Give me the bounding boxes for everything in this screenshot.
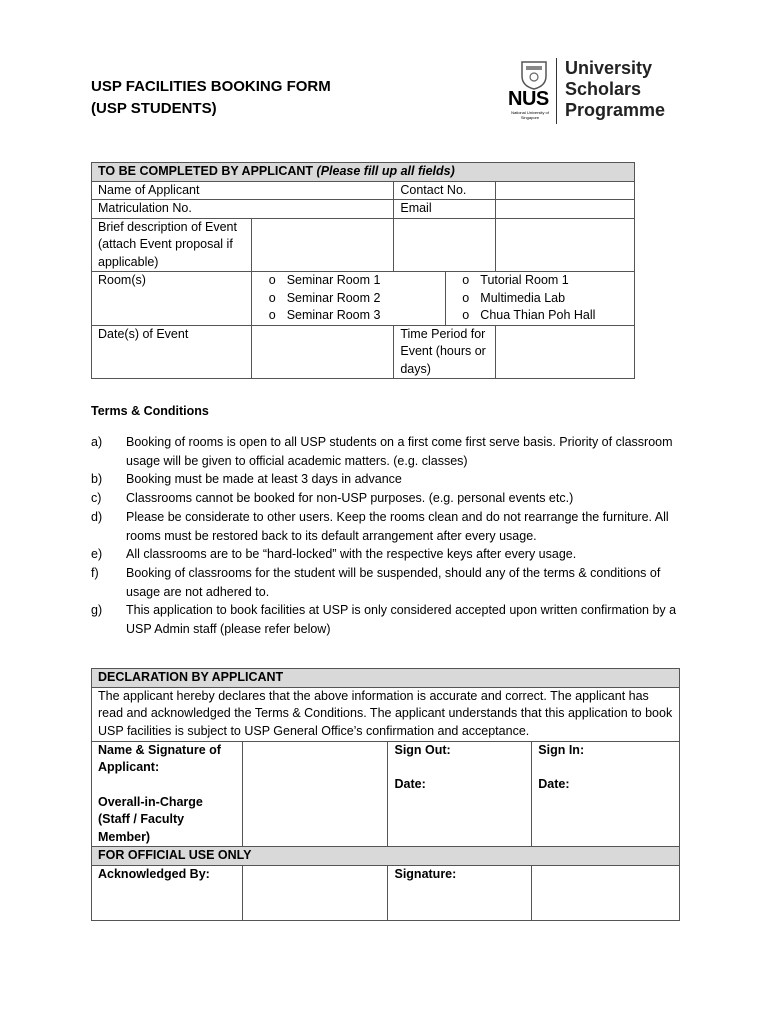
- usp-wordmark: [565, 58, 665, 121]
- list-item: a) Booking of rooms is open to all USP students on a first come first serve basis. Priority of classroom usage will be given to official academic matters. (e.g. classes): [91, 435, 673, 468]
- form-title-line1: USP FACILITIES BOOKING FORM: [91, 78, 331, 95]
- signature-input[interactable]: [532, 865, 680, 920]
- form-title: [91, 76, 331, 120]
- matric-label: Matriculation No.: [92, 200, 394, 219]
- usp-line2: Scholars: [565, 79, 642, 99]
- nus-wordmark: NUS: [508, 88, 549, 110]
- dates-input[interactable]: [251, 325, 394, 379]
- dates-label: Date(s) of Event: [92, 325, 252, 379]
- room-option[interactable]: [462, 272, 628, 290]
- applicant-signature-input[interactable]: [242, 741, 388, 847]
- option-bullet-icon: o: [462, 290, 470, 305]
- form-title-line2: (USP STUDENTS): [91, 100, 217, 117]
- option-bullet-icon: o: [268, 308, 276, 322]
- list-item: g) This application to book facilities at USP is only considered accepted upon written confirmation by a USP Admin staff (please refer below): [91, 603, 677, 637]
- acknowledged-label: Acknowledged By:: [92, 865, 243, 920]
- room-option-label: Tutorial Room 1: [480, 273, 569, 287]
- room-option-label: Seminar Room 1: [286, 273, 381, 287]
- option-bullet-icon: o: [462, 308, 470, 322]
- rooms-left-options: [251, 272, 446, 326]
- sign-in-cell[interactable]: [532, 741, 680, 847]
- time-label: Time Period for Event (hours or days): [394, 325, 496, 379]
- applicant-signature-label: Name & Signature of Applicant: Overall-in-Charge (Staff / Faculty Member): [92, 741, 243, 847]
- option-bullet-icon: o: [268, 273, 276, 287]
- room-option-label: Multimedia Lab: [480, 290, 566, 305]
- declaration-text: The applicant hereby declares that the above information is accurate and correct. The applicant has read and acknowledged the Terms & Conditions. The applicant understands that this application to book USP facilities is subject to USP General Office’s confirmation and acceptance.: [92, 687, 680, 741]
- room-option[interactable]: [269, 272, 440, 290]
- contact-input[interactable]: [496, 181, 635, 200]
- nus-crest-icon: [518, 60, 550, 90]
- list-item: b) Booking must be made at least 3 days in advance: [91, 472, 402, 487]
- signature-label: Signature:: [388, 865, 532, 920]
- room-option-label: Seminar Room 3: [286, 308, 381, 322]
- time-input[interactable]: [496, 325, 635, 379]
- description-label: Brief description of Event (attach Event proposal if applicable): [92, 218, 252, 272]
- sign-in-label: Sign In:: [538, 742, 585, 757]
- contact-label: Contact No.: [394, 181, 496, 200]
- sign-out-date-label: Date:: [394, 777, 426, 791]
- description-input[interactable]: [251, 218, 394, 272]
- email-label: Email: [394, 200, 496, 219]
- list-item: f) Booking of classrooms for the student will be suspended, should any of the terms & conditions of usage are not adhered to.: [91, 565, 661, 599]
- sign-out-cell[interactable]: [388, 741, 532, 847]
- rooms-right-options: [446, 272, 635, 326]
- list-item: e) All classrooms are to be “hard-locked” with the respective keys after every usage.: [91, 547, 577, 562]
- usp-line3: Programme: [565, 100, 666, 120]
- terms-list: [91, 433, 681, 639]
- applicant-header-note: (Please fill up all fields): [316, 164, 455, 178]
- applicant-header: [92, 163, 635, 182]
- sign-in-date-label: Date:: [538, 777, 570, 791]
- room-option[interactable]: [269, 307, 440, 325]
- official-use-header: FOR OFFICIAL USE ONLY: [92, 847, 680, 866]
- room-option[interactable]: [269, 290, 440, 308]
- room-option[interactable]: [462, 290, 628, 308]
- logo-divider: [556, 58, 557, 124]
- list-item: c) Classrooms cannot be booked for non-USP purposes. (e.g. personal events etc.): [91, 491, 574, 506]
- room-option[interactable]: [462, 307, 628, 325]
- declaration-header: DECLARATION BY APPLICANT: [92, 669, 680, 688]
- sign-out-label: Sign Out:: [394, 742, 451, 757]
- list-item: d) Please be considerate to other users. Keep the rooms clean and do not rearrange the furniture. All rooms must be restored back to its default arrangement after every usage.: [91, 509, 669, 543]
- room-option-label: Chua Thian Poh Hall: [480, 308, 596, 322]
- declaration-table: [91, 668, 680, 921]
- option-bullet-icon: o: [268, 290, 276, 305]
- terms-title: Terms & Conditions: [91, 404, 209, 418]
- acknowledged-input[interactable]: [242, 865, 388, 920]
- nus-subtitle: National University of Singapore: [511, 110, 549, 120]
- email-input[interactable]: [496, 200, 635, 219]
- applicant-table: [91, 162, 635, 379]
- applicant-header-bold: TO BE COMPLETED BY APPLICANT: [98, 164, 317, 178]
- usp-line1: University: [565, 58, 653, 78]
- nus-usp-logo: [508, 58, 678, 128]
- option-bullet-icon: o: [462, 273, 470, 287]
- room-option-label: Seminar Room 2: [286, 290, 381, 305]
- rooms-label: Room(s): [92, 272, 252, 326]
- name-label: Name of Applicant: [92, 181, 394, 200]
